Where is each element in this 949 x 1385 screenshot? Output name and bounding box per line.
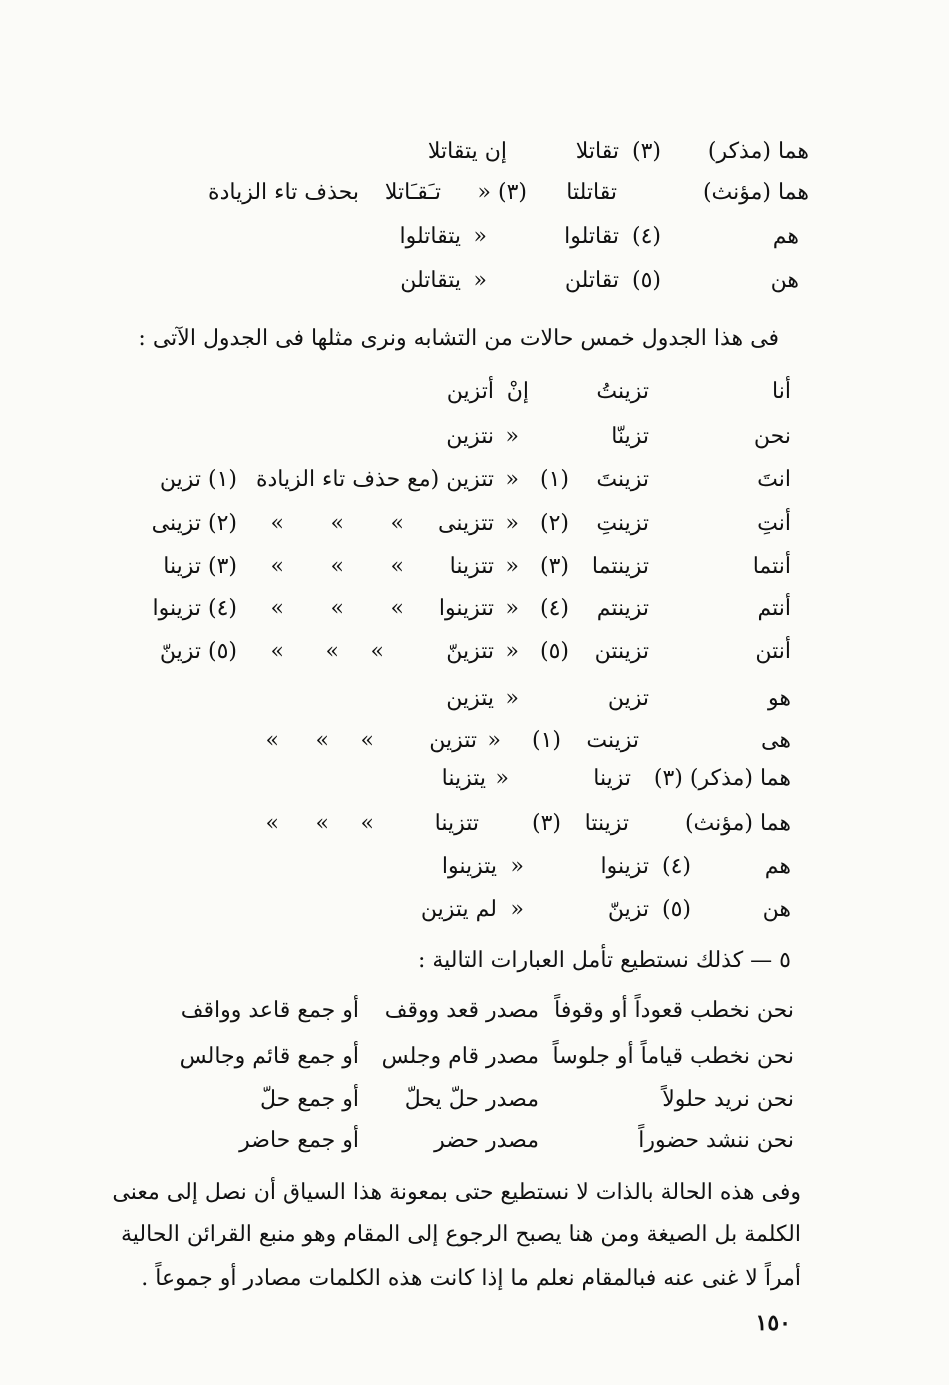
present-form: لم يتزين xyxy=(420,897,497,922)
present-form: أتزين xyxy=(446,379,494,404)
ditto-mark: » xyxy=(390,511,404,536)
ditto-mark: « xyxy=(505,639,519,664)
note: بحذف تاء الزيادة xyxy=(208,180,359,205)
past-form: تزينتا xyxy=(584,811,629,836)
present-form: تـَقـَاتلا xyxy=(384,180,441,205)
past-form: تزينت xyxy=(586,728,639,753)
zayyana-row xyxy=(0,724,949,758)
sentence: نحن نخطب قياماً أو جلوساً xyxy=(552,1044,794,1069)
masdar: مصدر حلّ يحلّ xyxy=(404,1087,539,1112)
ditto-mark: » xyxy=(330,554,344,579)
ditto-mark: « xyxy=(510,854,524,879)
pronoun: هما (مذكر) xyxy=(707,139,809,164)
zayyana-row xyxy=(0,635,949,669)
past-form: تزينّ xyxy=(607,897,649,922)
past-form: تزينتَ xyxy=(596,467,649,492)
row-number: (١) xyxy=(531,728,561,753)
row-number: (٥) xyxy=(631,268,661,293)
past-form: تقاتلوا xyxy=(564,224,619,249)
row-number: (٢) xyxy=(539,511,569,536)
present-form: يتزين xyxy=(446,686,494,711)
particle: إنْ xyxy=(506,379,529,404)
pronoun: هما (مؤنث) xyxy=(702,180,809,205)
ditto-mark: » xyxy=(265,728,279,753)
plural: أو جمع قائم وجالس xyxy=(179,1044,359,1069)
paragraph-line: أمراً لا غنى عنه فبالمقام نعلم ما إذا كانت هذه الكلمات مصادر أو جموعاً . xyxy=(141,1266,801,1291)
ditto-mark: « xyxy=(505,511,519,536)
phrase-row xyxy=(0,1040,949,1074)
phrase-row xyxy=(0,994,949,1028)
pronoun: أنتما xyxy=(752,554,791,579)
ditto-mark: « xyxy=(473,224,487,249)
row-number: (٤) xyxy=(661,854,691,879)
ditto-mark: » xyxy=(370,639,384,664)
ditto-mark: » xyxy=(390,596,404,621)
ditto-mark: » xyxy=(315,728,329,753)
ditto-mark: » xyxy=(265,811,279,836)
zayyana-row xyxy=(0,682,949,716)
past-form: تزينتم xyxy=(596,596,649,621)
zayyana-row xyxy=(0,850,949,884)
row-number: (٥) xyxy=(661,897,691,922)
pronoun: نحن xyxy=(753,424,791,449)
ditto-mark: » xyxy=(315,811,329,836)
ditto-mark: « xyxy=(487,728,501,753)
past-form: تزينوا xyxy=(600,854,649,879)
plural: أو جمع حلّ xyxy=(259,1087,359,1112)
paragraph-line: الكلمة بل الصيغة ومن هنا يصبح الرجوع إلى المقام وهو منبع القرائن الحالية xyxy=(120,1222,801,1247)
pronoun: أنتِ xyxy=(757,511,791,536)
zayyana-row xyxy=(0,592,949,626)
ditto-mark: « xyxy=(505,596,519,621)
pronoun: هم xyxy=(764,854,791,879)
pronoun: أنا xyxy=(772,379,791,404)
phrase-row xyxy=(0,1124,949,1158)
pronoun: أنتم xyxy=(757,596,791,621)
past-form: تزينتن xyxy=(594,639,649,664)
past-form: تزينتُ xyxy=(596,379,649,404)
row-number: (٣) xyxy=(631,139,661,164)
present-form: يتزينا xyxy=(441,766,486,791)
zayyana-row xyxy=(0,893,949,927)
top-row xyxy=(0,135,949,169)
present-form: تتزينا xyxy=(434,811,479,836)
past-form: تزينا xyxy=(593,766,631,791)
alt-form: (٢) تزينى xyxy=(151,511,237,536)
ditto-mark: « xyxy=(505,554,519,579)
zayyana-row xyxy=(0,375,949,409)
row-number: (٣) xyxy=(539,554,569,579)
ditto-mark: » xyxy=(360,811,374,836)
present-form: يتقاتلن xyxy=(400,268,461,293)
pronoun: هما (مذكر) (٣) xyxy=(653,766,791,791)
present-form: تتزينا xyxy=(449,554,494,579)
present-form: تتزينى xyxy=(438,511,494,536)
alt-form: (٥) تزينّ xyxy=(159,639,237,664)
present-form: تتزينوا xyxy=(438,596,494,621)
pronoun: هما (مؤنث) xyxy=(684,811,791,836)
alt-form: (٤) تزينوا xyxy=(152,596,237,621)
row-number: (٤) xyxy=(539,596,569,621)
present-form: تتزين xyxy=(429,728,477,753)
phrase-row xyxy=(0,1083,949,1117)
masdar: مصدر قعد ووقف xyxy=(384,998,539,1023)
masdar: مصدر حضر xyxy=(434,1128,539,1153)
pronoun: هم xyxy=(772,224,799,249)
masdar: مصدر قام وجلس xyxy=(381,1044,539,1069)
alt-form: (١) تزين xyxy=(159,467,237,492)
present-form: إن يتقاتلا xyxy=(427,139,507,164)
past-form: تزينّا xyxy=(611,424,649,449)
zayyana-row xyxy=(0,463,949,497)
past-form: تزينتِ xyxy=(596,511,649,536)
past-form: تزين xyxy=(607,686,649,711)
ditto-mark: « xyxy=(495,766,509,791)
past-form: تقاتلا xyxy=(575,139,619,164)
top-row xyxy=(0,176,949,210)
present-form: نتزين xyxy=(446,424,494,449)
pronoun: هن xyxy=(770,268,799,293)
sentence: نحن ننشد حضوراً xyxy=(638,1128,794,1153)
ditto-mark: « xyxy=(505,686,519,711)
zayyana-row xyxy=(0,550,949,584)
past-form: تقاتلن xyxy=(564,268,619,293)
pronoun: أنتن xyxy=(755,639,791,664)
ditto-mark: » xyxy=(360,728,374,753)
ditto-mark: » xyxy=(325,639,339,664)
ditto-mark: « xyxy=(473,268,487,293)
ditto-mark: » xyxy=(270,596,284,621)
ditto-mark: » xyxy=(390,554,404,579)
row-number: (٥) xyxy=(539,639,569,664)
row-number: (٣) xyxy=(531,811,561,836)
plural: أو جمع حاضر xyxy=(239,1128,359,1153)
ditto-mark: « xyxy=(510,897,524,922)
zayyana-row xyxy=(0,762,949,796)
present-form: تتزين (مع حذف تاء الزيادة xyxy=(255,467,494,492)
present-form: تتزينّ xyxy=(446,639,494,664)
present-form: يتقاتلوا xyxy=(399,224,461,249)
ditto-mark: « xyxy=(505,467,519,492)
section-heading: ٥ — كذلك نستطيع تأمل العبارات التالية : xyxy=(417,948,791,973)
ditto-mark: » xyxy=(270,639,284,664)
plural: أو جمع قاعد وواقف xyxy=(180,998,359,1023)
pronoun: هن xyxy=(762,897,791,922)
alt-form: (٣) تزينا xyxy=(163,554,237,579)
page-number: ١٥٠ xyxy=(755,1310,791,1336)
zayyana-row xyxy=(0,807,949,841)
present-form: يتزينوا xyxy=(441,854,497,879)
ditto-mark: » xyxy=(270,511,284,536)
pronoun: انتَ xyxy=(757,467,791,492)
past-form: تقاتلتا xyxy=(566,180,617,205)
sentence: نحن نريد حلولاً xyxy=(662,1087,794,1112)
intro-text: فى هذا الجدول خمس حالات من التشابه ونرى مثلها فى الجدول الآتى : xyxy=(138,326,779,351)
row-number: (١) xyxy=(539,467,569,492)
ditto-mark: (٣) « xyxy=(477,180,527,205)
top-row xyxy=(0,220,949,254)
zayyana-row xyxy=(0,420,949,454)
ditto-mark: « xyxy=(505,424,519,449)
pronoun: هو xyxy=(768,686,791,711)
pronoun: هى xyxy=(761,728,791,753)
ditto-mark: » xyxy=(330,511,344,536)
zayyana-row xyxy=(0,507,949,541)
ditto-mark: » xyxy=(270,554,284,579)
past-form: تزينتما xyxy=(591,554,649,579)
paragraph-line: وفى هذه الحالة بالذات لا نستطيع حتى بمعونة هذا السياق أن نصل إلى معنى xyxy=(112,1180,801,1205)
row-number: (٤) xyxy=(631,224,661,249)
top-row xyxy=(0,264,949,298)
sentence: نحن نخطب قعوداً أو وقوفاً xyxy=(554,998,794,1023)
ditto-mark: » xyxy=(330,596,344,621)
